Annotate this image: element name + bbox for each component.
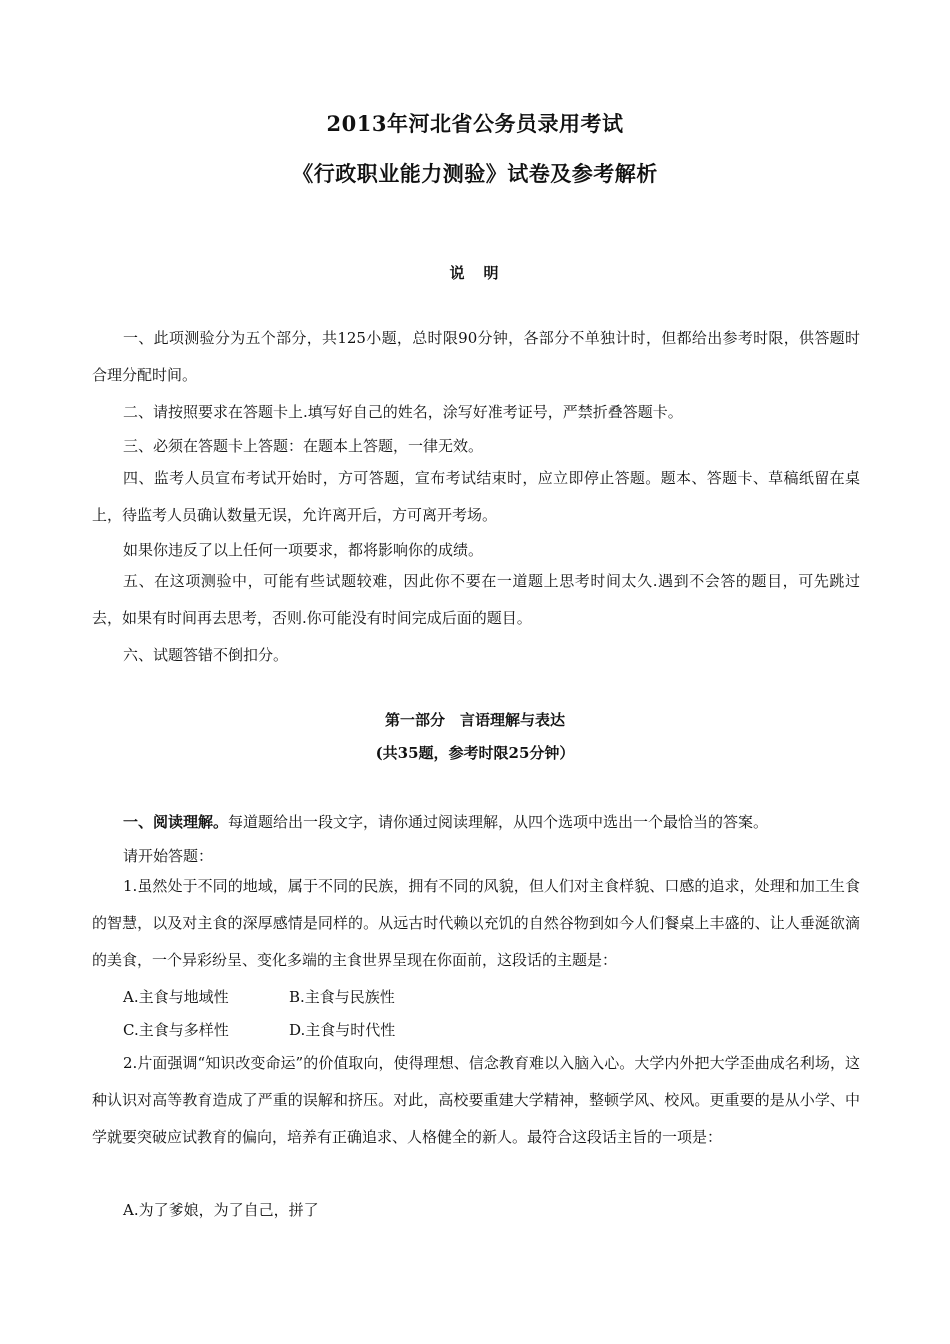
instruction-note: 如果你违反了以上任何一项要求，都将影响你的成绩。 [123,541,484,559]
instruction-item-3: 三、必须在答题卡上答题：在题本上答题，一律无效。 [123,437,484,455]
section-label: 一、阅读理解。 [123,813,229,831]
question-1-option-d: D.主食与时代性 [289,1021,396,1039]
instruction-item-6: 六、试题答错不倒扣分。 [123,646,289,664]
section-reading-intro [92,804,860,841]
instructions-heading: 说 明 [449,264,501,282]
question-2-text: 2.片面强调“知识改变命运”的价值取向，使得理想、信念教育难以入脑入心。大学内外把大学歪曲成名利场，这种认识对高等教育造成了严重的误解和挤压。对此，高校要重建大学精神，整顿学风、校风。更重要的是从小学、中学就要突破应试教育的偏向，培养有正确追求、人格健全的新人。最符合这段话主旨的一项是： [92,1054,860,1146]
question-1-options-row-2 [123,1019,395,1040]
document-title-line1: 2013年河北省公务员录用考试 [326,111,624,136]
start-prompt: 请开始答题： [123,847,214,865]
section-text: 每道题给出一段文字，请你通过阅读理解，从四个选项中选出一个最恰当的答案。 [228,813,769,831]
question-1-option-c: C.主食与多样性 [123,1021,229,1039]
document-title-line2: 《行政职业能力测验》试卷及参考解析 [292,161,658,186]
part1-subheading: (共35题，参考时限25分钟） [375,744,575,762]
question-2-option-a: A.为了爹娘，为了自己，拼了 [123,1201,319,1219]
question-1-options-row-1 [123,986,395,1007]
instruction-item-5: 五、在这项测验中，可能有些试题较难，因此你不要在一道题上思考时间太久.遇到不会答的题目，可先跳过去，如果有时间再去思考，否则.你可能没有时间完成后面的题目。 [92,572,860,627]
part1-heading: 第一部分 言语理解与表达 [384,711,565,729]
instruction-item-1: 一、此项测验分为五个部分，共125小题，总时限90分钟，各部分不单独计时，但都给出参考时限，供答题时合理分配时间。 [92,329,860,384]
instruction-item-4: 四、监考人员宣布考试开始时，方可答题，宣布考试结束时，应立即停止答题。题本、答题卡、草稿纸留在桌上，待监考人员确认数量无误，允许离开后，方可离开考场。 [92,469,860,524]
question-1-text: 1.虽然处于不同的地域，属于不同的民族，拥有不同的风貌，但人们对主食样貌、口感的追求，处理和加工生食的智慧，以及对主食的深厚感情是同样的。从远古时代赖以充饥的自然谷物到如今人们餐桌上丰盛的、让人垂涎欲滴的美食，一个异彩纷呈、变化多端的主食世界呈现在你面前，这段话的主题是： [92,877,860,969]
question-1-option-b: B.主食与民族性 [289,988,395,1006]
instruction-item-2: 二、请按照要求在答题卡上.填写好自己的姓名，涂写好准考证号，严禁折叠答题卡。 [123,403,683,421]
question-1-option-a: A.主食与地域性 [123,988,229,1006]
